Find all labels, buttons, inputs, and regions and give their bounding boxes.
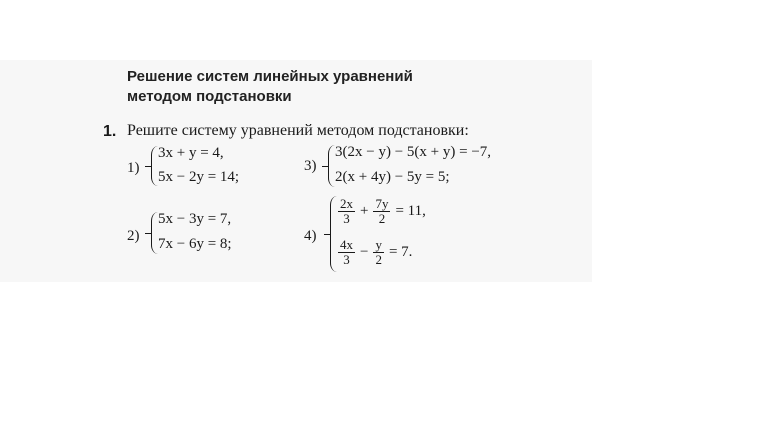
system-4-equation-1: $\frac{2x}{3}$ + $\frac{7y}{2}$ = 11,: [340, 196, 426, 226]
heading-line-2: методом подстановки: [127, 88, 292, 105]
system-3-label: 3): [304, 158, 317, 174]
system-1-equation-1: 3x + y = 4,: [158, 145, 224, 161]
system-3-equation-2: 2(x + 4y) − 5y = 5;: [335, 169, 450, 185]
system-4-label: 4): [304, 228, 317, 244]
system-3-equation-1: 3(2x − y) − 5(x + y) = −7,: [335, 144, 492, 160]
fraction: $\frac{y}{2}$: [375, 237, 382, 267]
section-heading: [127, 67, 413, 107]
fraction: $\frac{4x}{3}$: [340, 237, 353, 267]
heading-line-1: Решение систем линейных уравнений: [127, 68, 413, 85]
system-1-equation-2: 5x − 2y = 14;: [158, 169, 240, 185]
fraction: $\frac{2x}{3}$: [340, 196, 353, 226]
fraction: $\frac{7y}{2}$: [375, 196, 389, 226]
system-1-label: 1): [127, 160, 140, 176]
system-2-label: 2): [127, 228, 140, 244]
system-2-equation-2: 7x − 6y = 8;: [158, 236, 232, 252]
system-2-equation-1: 5x − 3y = 7,: [158, 211, 232, 227]
system-4-equation-2: $\frac{4x}{3}$ − $\frac{y}{2}$ = 7.: [340, 237, 413, 267]
task-number: 1.: [103, 123, 117, 140]
task-instruction: Решите систему уравнений методом подстановки:: [127, 122, 469, 139]
